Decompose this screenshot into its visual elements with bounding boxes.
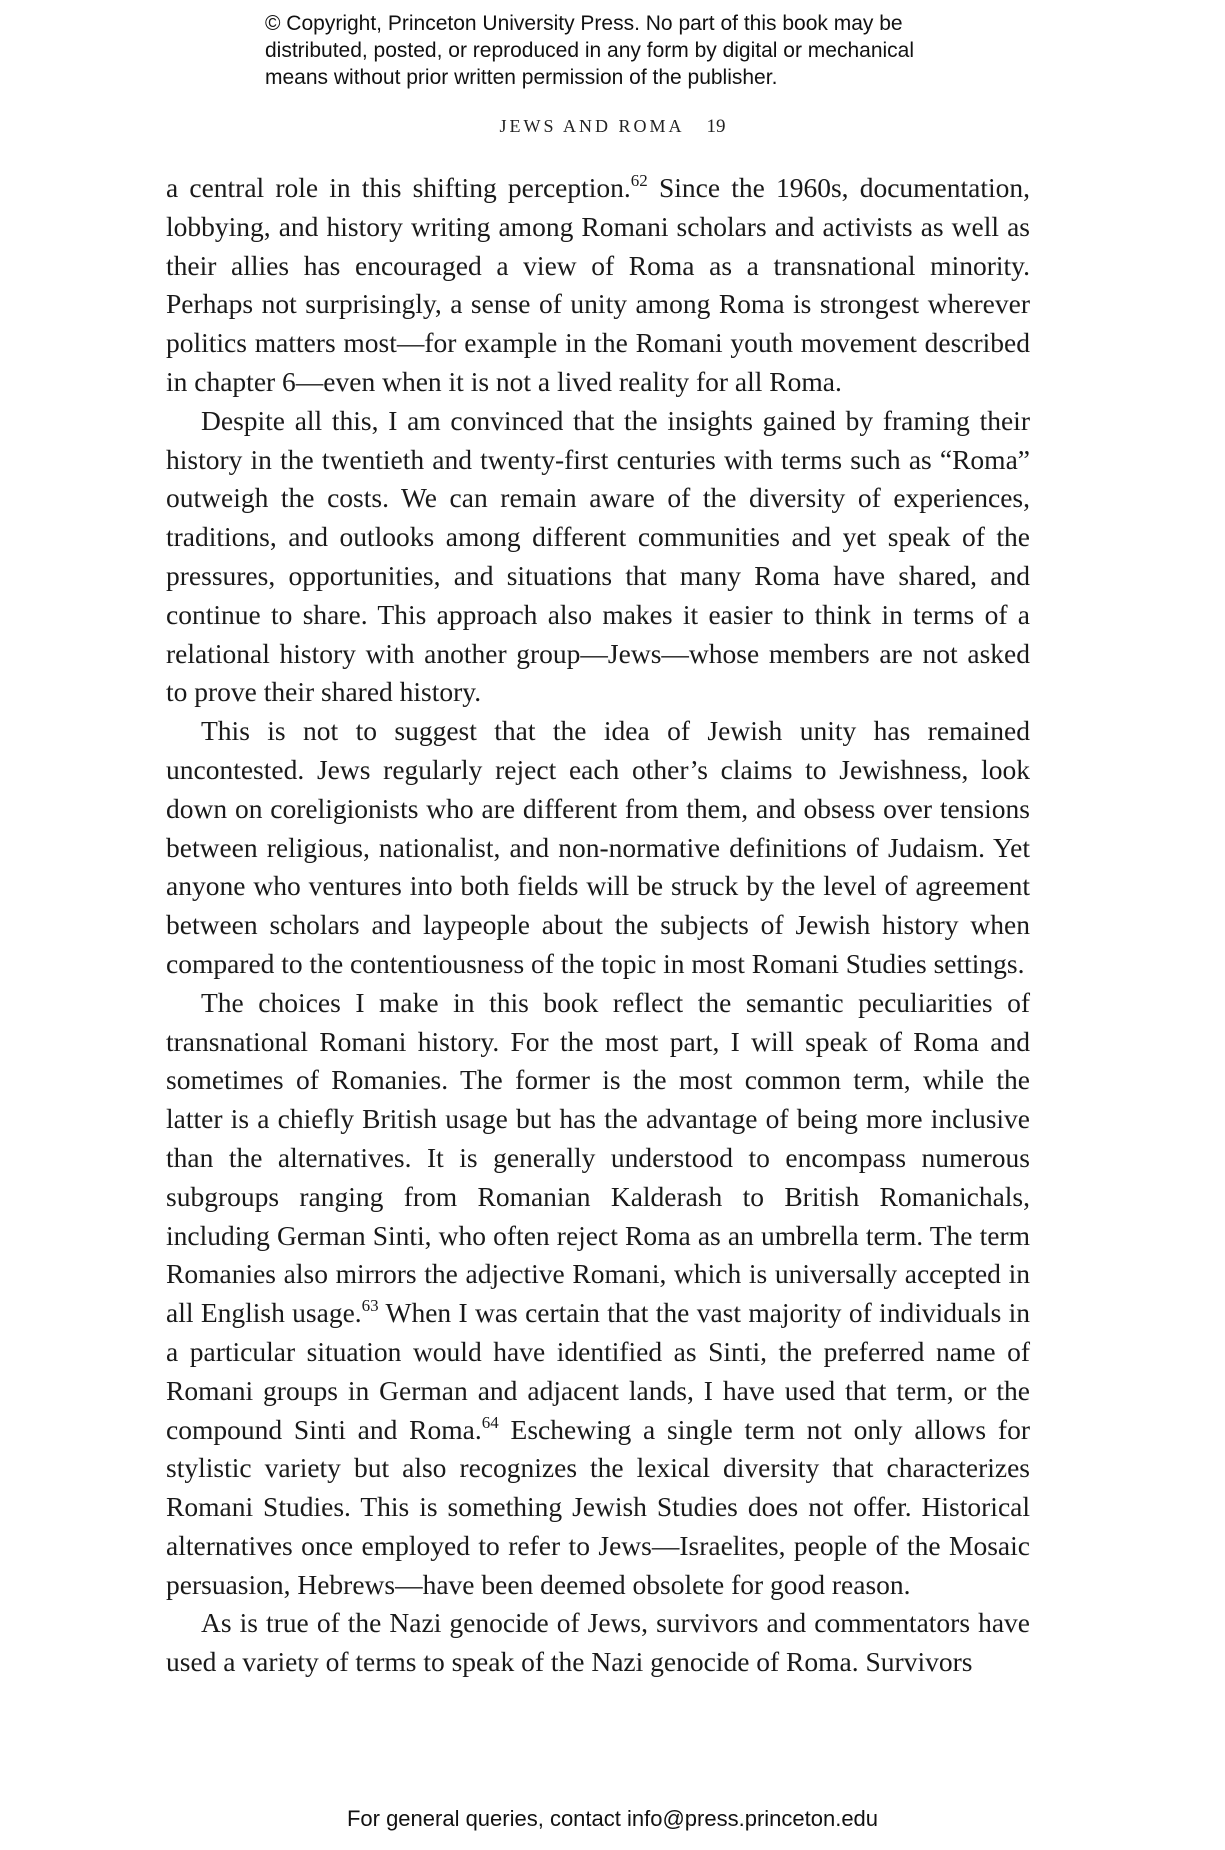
footnote-ref[interactable]: 63 <box>361 1296 379 1316</box>
page-number: 19 <box>706 116 726 137</box>
footnote-ref[interactable]: 64 <box>481 1412 499 1432</box>
copyright-line: © Copyright, Princeton University Press. No part of this book may be <box>265 12 903 35</box>
footnote-ref[interactable]: 62 <box>630 171 648 190</box>
body-text <box>166 169 1030 1682</box>
copyright-line: means without prior written permission of the publisher. <box>265 66 778 89</box>
running-head <box>0 116 1225 138</box>
paragraph <box>166 169 1030 402</box>
paragraph: This is not to suggest that the idea of Jewish unity has remained uncontested. Jews regularly reject each other’s claims to Jewishness, look down on coreligionists who are different from them, and obsess over tensions between religious, nationalist, and non-normative definitions of Judaism. Yet anyone who ventures into both fields will be struck by the level of agreement between scholars and laypeople about the subjects of Jewish history when compared to the contentiousness of the topic in most Romani Studies settings. <box>166 715 1030 979</box>
paragraph: As is true of the Nazi genocide of Jews, survivors and commentators have used a variety of terms to speak of the Nazi genocide of Roma. Survivors <box>166 1607 1030 1678</box>
paragraph-text: Since the 1960s, documentation, lobbying, and history writing among Romani scholars and activists as well as their allies has encouraged a view of Roma as a transnational minority. Perhaps not surprisingly, a sense of unity among Roma is strongest wherever politics matters most—for example in the Romani youth movement described in chapter 6—even when it is not a lived reality for all Roma. <box>166 172 1030 397</box>
paragraph-text: Eschewing a single term not only allows for stylistic variety but also recognizes the lexical diversity that characterizes Romani Studies. This is something Jewish Studies does not offer. Historical alternatives once employed to refer to Jews—Israelites, people of the Mosaic persuasion, Hebrews—have been deemed obsolete for good reason. <box>166 1413 1030 1600</box>
footer-contact: For general queries, contact info@press.princeton.edu <box>346 1806 879 1831</box>
copyright-notice <box>265 10 985 91</box>
paragraph-text: a central role in this shifting perception. <box>166 172 631 203</box>
paragraph-text: When I was certain that the vast majority of individuals in a particular situation would have identified as Sinti, the preferred name of Romani groups in German and adjacent lands, I have used that term, or the compound Sinti and Roma. <box>166 1297 1030 1445</box>
copyright-line: distributed, posted, or reproduced in any form by digital or mechanical <box>265 39 915 62</box>
running-head-title: JEWS AND ROMA <box>499 116 685 136</box>
paragraph: Despite all this, I am convinced that the insights gained by framing their history in the twentieth and twenty-first centuries with terms such as “Roma” outweigh the costs. We can remain aware of the diversity of experiences, traditions, and outlooks among different communities and yet speak of the pressures, opportunities, and situations that many Roma have shared, and continue to share. This approach also makes it easier to think in terms of a relational history with another group—Jews—whose members are not asked to prove their shared history. <box>166 404 1030 708</box>
paragraph <box>166 984 1030 1605</box>
paragraph-text: The choices I make in this book reflect the semantic peculiarities of transnational Romani history. For the most part, I will speak of Roma and sometimes of Romanies. The former is the most common term, while the latter is a chiefly British usage but has the advantage of being more inclusive than the alternatives. It is generally understood to encompass numerous subgroups ranging from Romanian Kalderash to British Romanichals, including German Sinti, who often reject Roma as an umbrella term. The term Romanies also mirrors the adjective Romani, which is universally accepted in all English usage. <box>166 986 1030 1329</box>
